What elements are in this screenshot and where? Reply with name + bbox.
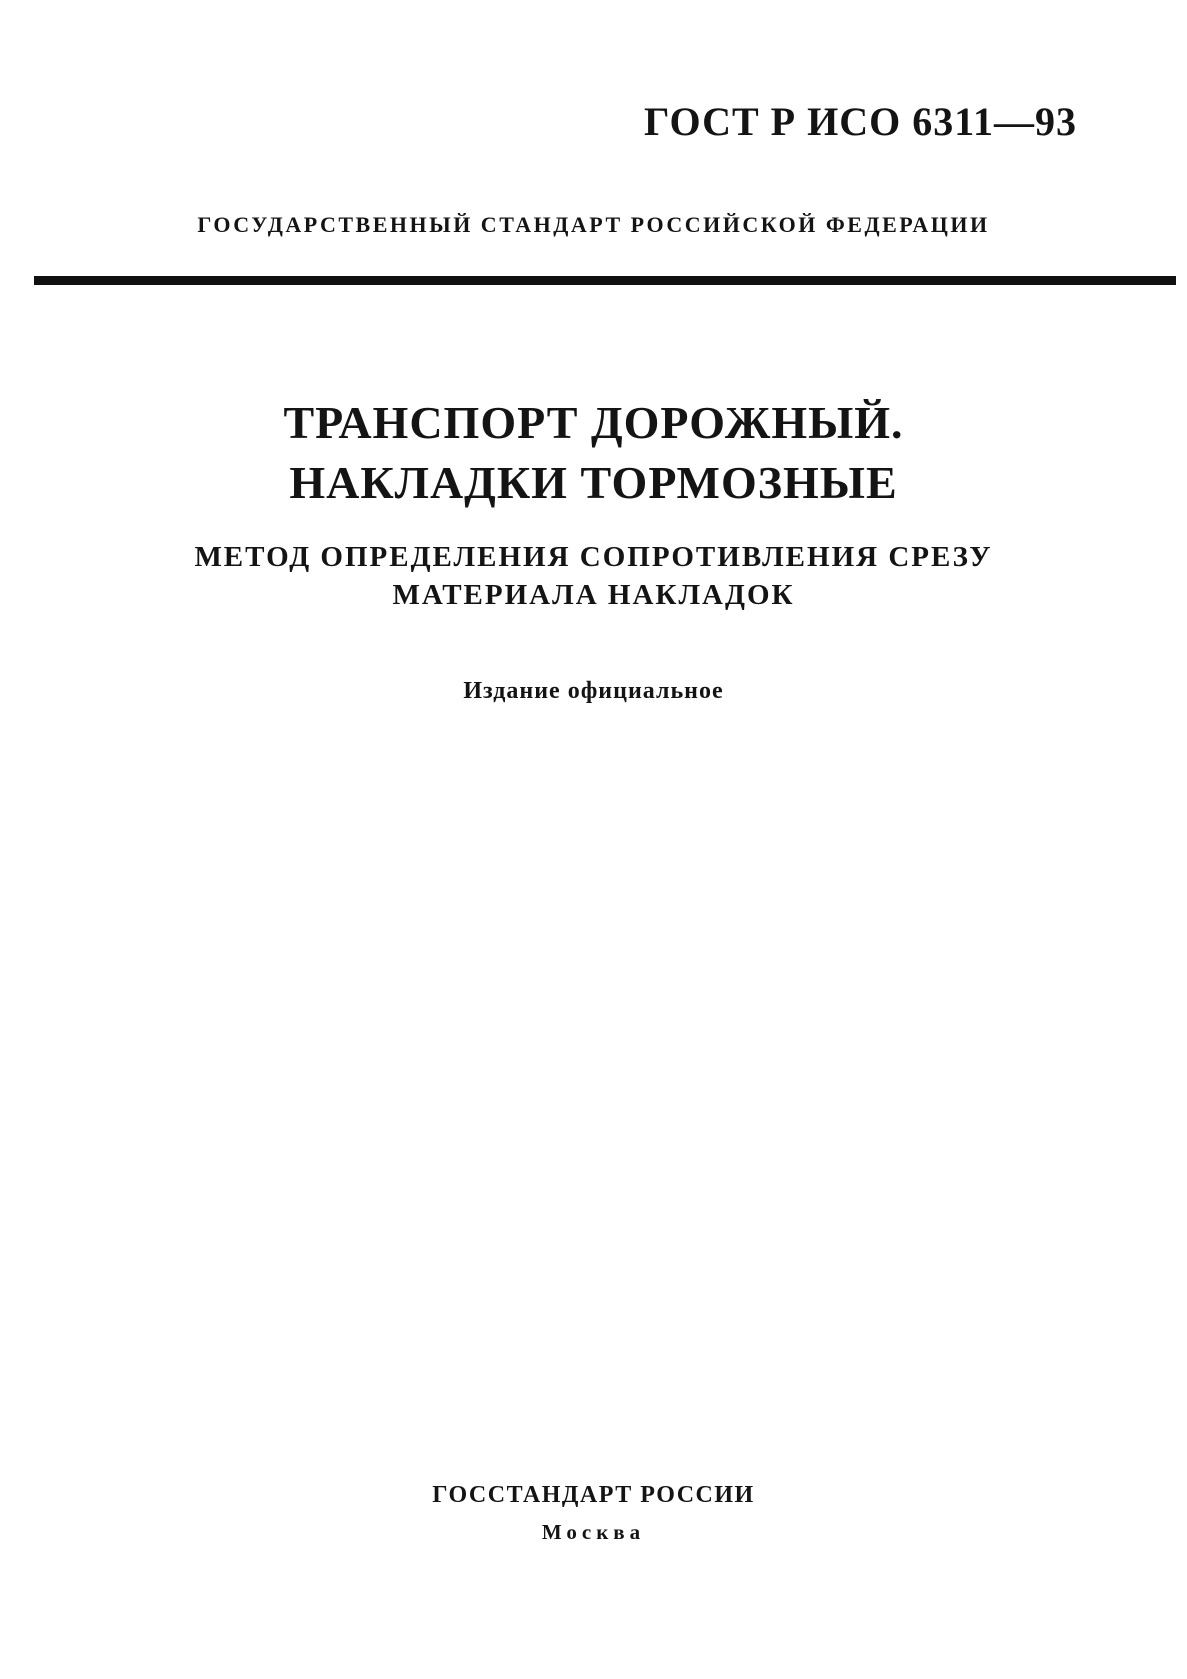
edition-label: Издание официальное — [463, 678, 724, 704]
title-line-2: НАКЛАДКИ ТОРМОЗНЫЕ — [289, 457, 898, 508]
subtitle-line-2: МАТЕРИАЛА НАКЛАДОК — [392, 579, 795, 611]
publication-city: Москва — [541, 1520, 646, 1544]
document-header: ГОСУДАРСТВЕННЫЙ СТАНДАРТ РОССИЙСКОЙ ФЕДЕРАЦИИ — [197, 212, 990, 237]
subtitle-line-1: МЕТОД ОПРЕДЕЛЕНИЯ СОПРОТИВЛЕНИЯ СРЕЗУ — [194, 541, 993, 573]
standard-number: ГОСТ Р ИСО 6311—93 — [644, 99, 1077, 144]
document-title — [0, 393, 1187, 513]
header-rule — [34, 276, 1176, 285]
publisher-name: ГОССТАНДАРТ РОССИИ — [432, 1482, 755, 1508]
document-subtitle — [0, 538, 1187, 614]
title-line-1: ТРАНСПОРТ ДОРОЖНЫЙ. — [283, 397, 904, 448]
